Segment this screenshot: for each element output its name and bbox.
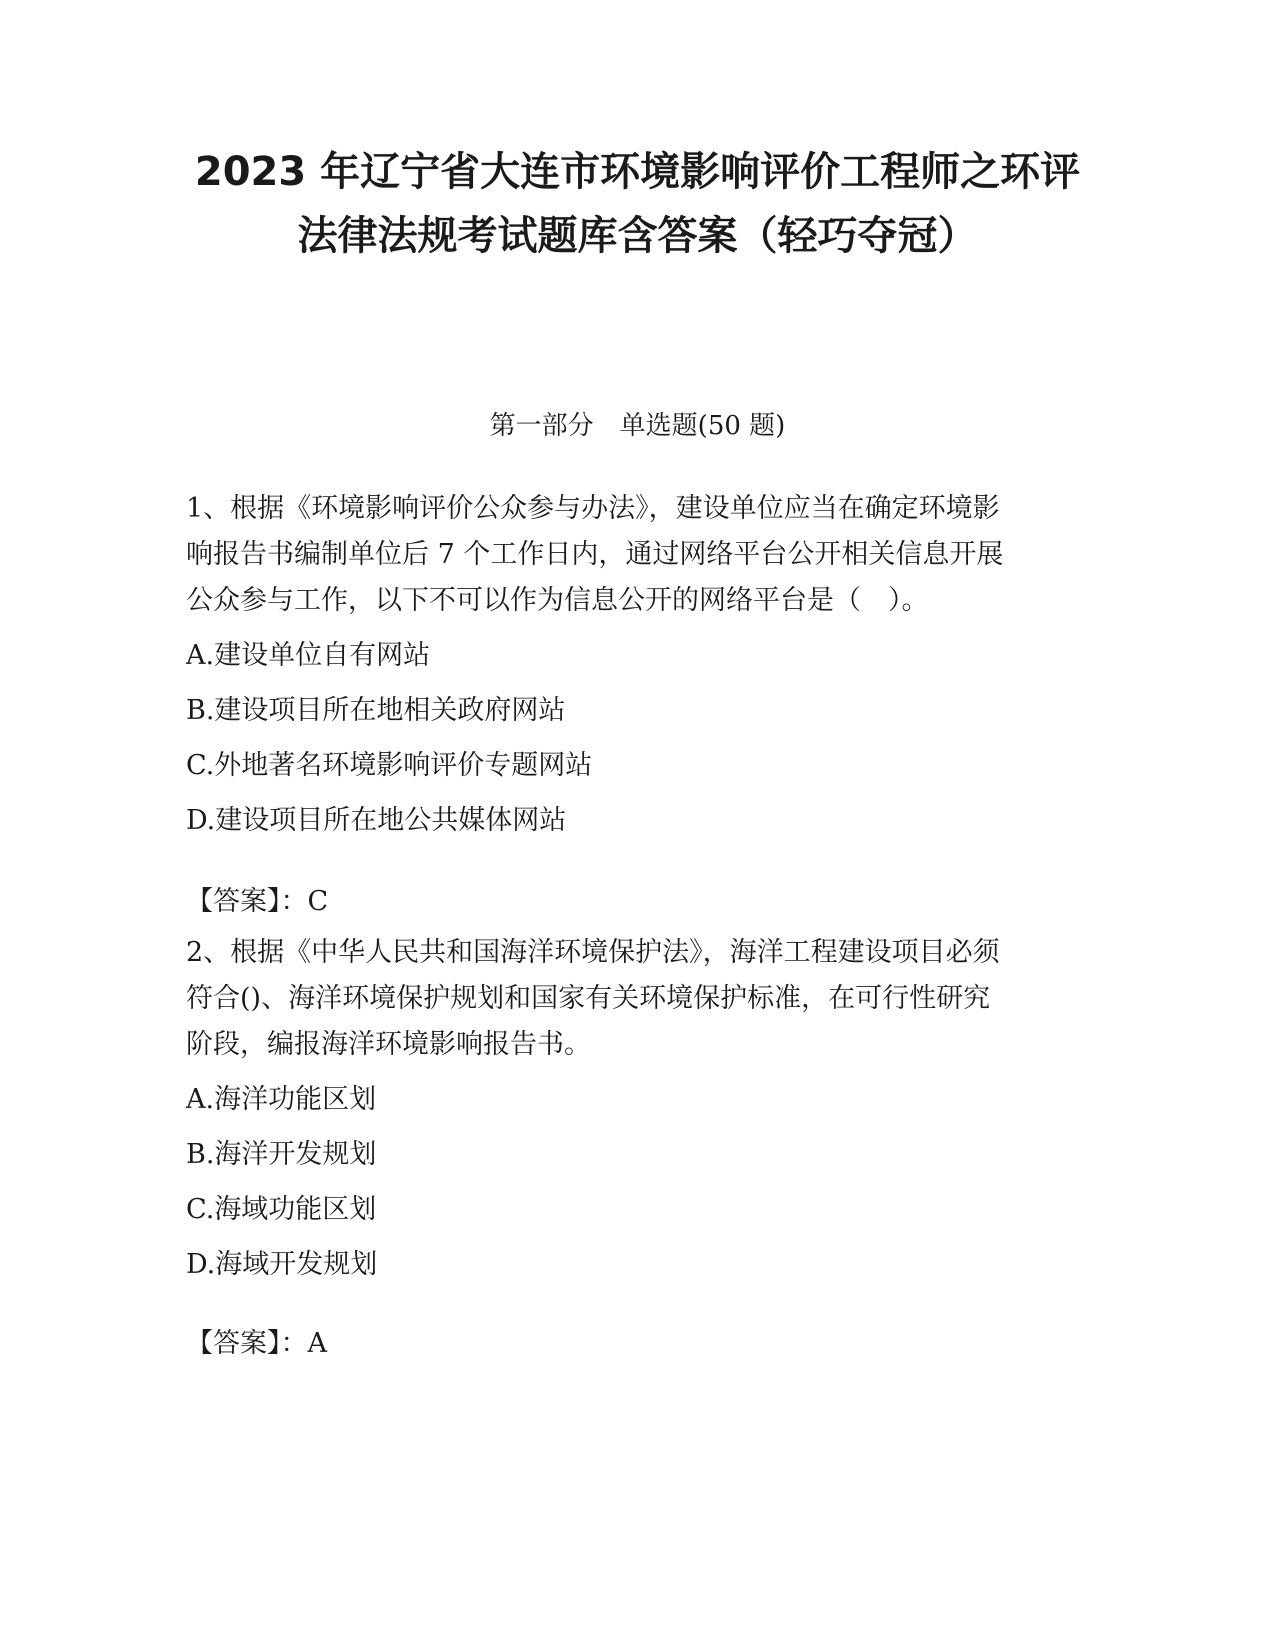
question-1 bbox=[186, 486, 1066, 848]
option-b: B.海洋开发规划 bbox=[186, 1139, 377, 1170]
option-b: B.建设项目所在地相关政府网站 bbox=[186, 695, 566, 726]
document-title-line: 2023 年辽宁省大连市环境影响评价工程师之环评 bbox=[194, 149, 1081, 195]
option-a: A.海洋功能区划 bbox=[186, 1084, 377, 1115]
question-stem-line: 公众参与工作，以下不可以作为信息公开的网络平台是（ ）。 bbox=[186, 585, 929, 616]
document-title bbox=[150, 140, 1125, 268]
question-stem-line: 2、根据《中华人民共和国海洋环境保护法》，海洋工程建设项目必须 bbox=[186, 937, 1000, 968]
answer-1: 【答案】：C bbox=[186, 886, 329, 917]
question-stem-line: 响报告书编制单位后 7 个工作日内，通过网络平台公开相关信息开展 bbox=[186, 539, 1004, 570]
option-c: C.海域功能区划 bbox=[186, 1194, 377, 1225]
answer-2: 【答案】：A bbox=[186, 1328, 327, 1359]
option-list bbox=[186, 628, 1066, 848]
question-stem-line: 符合()、海洋环境保护规划和国家有关环境保护标准，在可行性研究 bbox=[186, 983, 991, 1014]
option-list bbox=[186, 1072, 1066, 1292]
question-stem-line: 阶段，编报海洋环境影响报告书。 bbox=[186, 1029, 591, 1060]
section-heading: 第一部分 单选题(50 题) bbox=[489, 411, 786, 441]
document-title-line: 法律法规考试题库含答案（轻巧夺冠） bbox=[297, 213, 978, 259]
question-stem bbox=[186, 930, 1066, 1068]
option-d: D.建设项目所在地公共媒体网站 bbox=[186, 805, 567, 836]
question-2 bbox=[186, 930, 1066, 1292]
question-stem-line: 1、根据《环境影响评价公众参与办法》，建设单位应当在确定环境影 bbox=[186, 493, 1000, 524]
option-a: A.建设单位自有网站 bbox=[186, 640, 431, 671]
option-d: D.海域开发规划 bbox=[186, 1249, 378, 1280]
option-c: C.外地著名环境影响评价专题网站 bbox=[186, 750, 593, 781]
question-stem bbox=[186, 486, 1066, 624]
